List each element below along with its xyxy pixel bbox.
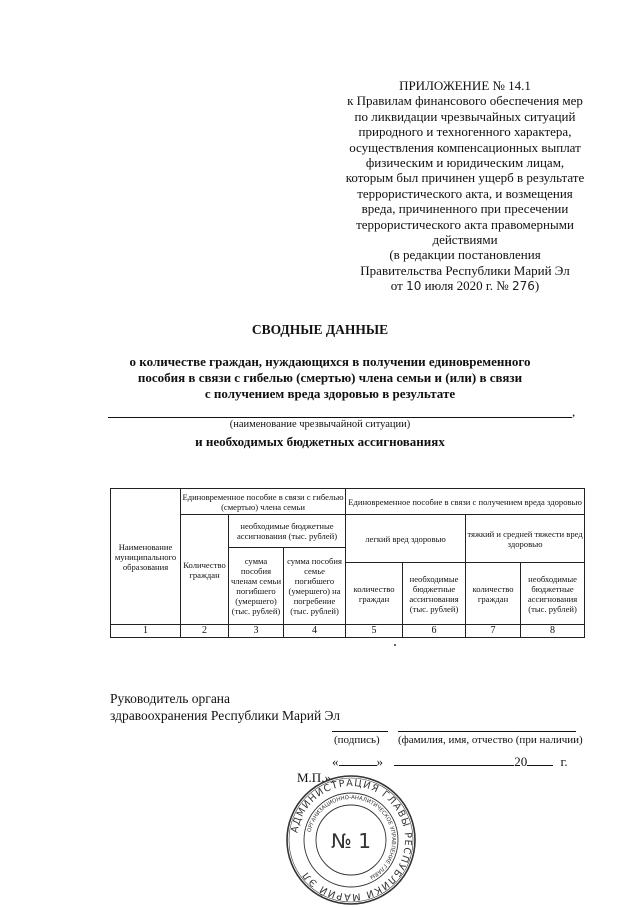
comma-mark: , — [572, 404, 576, 419]
date-prefix: от — [390, 278, 403, 294]
stray-dot — [394, 644, 396, 646]
date-day: 10 — [406, 279, 422, 294]
header-severe-harm: тяжкий и средней тяжести вред здоровью — [466, 515, 585, 563]
subtitle-line: о количестве граждан, нуждающихся в получении единовременного — [129, 354, 531, 369]
head-line: здравоохранения Республики Марий Эл — [110, 708, 341, 723]
subtitle-line: пособия в связи с гибелью (смертью) члена семьи и (или) в связи — [137, 370, 523, 385]
year-blank — [527, 753, 553, 766]
header-light-count: количество граждан — [346, 563, 403, 625]
header-death-sum-family: сумма пособия членам семьи погибшего (умершего) (тыс. рублей) — [229, 548, 284, 625]
day-blank — [339, 753, 377, 766]
year-suffix: г. — [560, 754, 568, 769]
stamp-ring-text: АДМИНИСТРАЦИЯ ГЛАВЫ РЕСПУБЛИКИ МАРИЙ ЭЛ — [289, 777, 414, 903]
date-close: ) — [534, 278, 540, 294]
appendix-line: физическим и юридическим лицам, — [365, 155, 565, 171]
header-death-budget: необходимые бюджетные ассигнования (тыс. рублей) — [229, 515, 346, 548]
appendix-line: которым был причинен ущерб в результате — [345, 170, 585, 186]
document-subtitle — [120, 354, 540, 402]
head-of-organ — [110, 690, 340, 724]
signature-line — [332, 731, 388, 732]
column-number: 1 — [111, 625, 181, 638]
column-number: 6 — [403, 625, 466, 638]
column-number: 5 — [346, 625, 403, 638]
appendix-line: природного и техногенного характера, — [358, 124, 572, 140]
column-number: 3 — [229, 625, 284, 638]
appendix-line: террористического акта правомерными — [356, 216, 574, 232]
full-name-line — [398, 731, 576, 732]
appendix-date-line — [330, 278, 600, 294]
header-light-harm: легкий вред здоровью — [346, 515, 466, 563]
column-number-row — [111, 625, 585, 638]
head-line: Руководитель органа — [110, 691, 231, 706]
header-health-group: Единовременное пособие в связи с получением вреда здоровью — [346, 489, 585, 515]
signature-label: (подпись) — [334, 734, 380, 746]
signature-date-row — [332, 753, 568, 770]
appendix-line: Правительства Республики Марий Эл — [360, 262, 570, 278]
column-number: 7 — [466, 625, 521, 638]
header-municipality: Наименование муниципального образования — [111, 489, 181, 625]
header-death-count: Количество граждан — [181, 515, 229, 625]
header-death-group: Единовременное пособие в связи с гибелью (смертью) члена семьи — [181, 489, 346, 515]
appendix-line: осуществления компенсационных выплат — [349, 139, 581, 155]
year-prefix: 20 — [514, 754, 528, 769]
official-stamp — [284, 773, 418, 907]
header-death-sum-burial: сумма пособия семье погибшего (умершего) на погребение (тыс. рублей) — [284, 548, 346, 625]
appendix-line: к Правилам финансового обеспечения мер — [347, 93, 583, 109]
stamp-number: № 1 — [331, 829, 371, 853]
column-number: 4 — [284, 625, 346, 638]
date-rest: июля 2020 г. № — [424, 278, 509, 294]
appendix-line: ПРИЛОЖЕНИЕ № 14.1 — [399, 78, 531, 93]
appendix-line: действиями — [432, 232, 498, 248]
column-number: 8 — [521, 625, 585, 638]
appendix-line: (в редакции постановления — [389, 247, 541, 263]
month-blank — [394, 753, 514, 766]
header-severe-count: количество граждан — [466, 563, 521, 625]
header-light-budget: необходимые бюджетные ассигнования (тыс. рублей) — [403, 563, 466, 625]
appendix-block — [330, 78, 600, 295]
summary-table — [110, 488, 585, 638]
stamp-inner-text: ОРГАНИЗАЦИОННО-АНАЛИТИЧЕСКОЕ УПРАВЛЕНИЕ ГЛАВЫ — [306, 794, 397, 881]
emergency-name-line — [108, 417, 572, 418]
seal-place-label: М.П.». — [297, 770, 335, 785]
document-subtitle-2: и необходимых бюджетных ассигнованиях — [195, 434, 445, 449]
quote-close: » — [376, 754, 383, 769]
emergency-name-hint: (наименование чрезвычайной ситуации) — [229, 419, 411, 430]
subtitle-line: с получением вреда здоровью в результате — [204, 386, 456, 401]
quote-open: « — [332, 754, 339, 769]
date-number: 276 — [511, 279, 535, 294]
appendix-line: террористического акта, и возмещения — [357, 185, 573, 201]
appendix-line: по ликвидации чрезвычайных ситуаций — [354, 108, 576, 124]
appendix-line: вреда, причиненного при пресечении — [361, 201, 569, 217]
document-title: СВОДНЫЕ ДАННЫЕ — [251, 322, 389, 337]
full-name-label: (фамилия, имя, отчество (при наличии) — [398, 734, 583, 746]
column-number: 2 — [181, 625, 229, 638]
header-severe-budget: необходимые бюджетные ассигнования (тыс. рублей) — [521, 563, 585, 625]
